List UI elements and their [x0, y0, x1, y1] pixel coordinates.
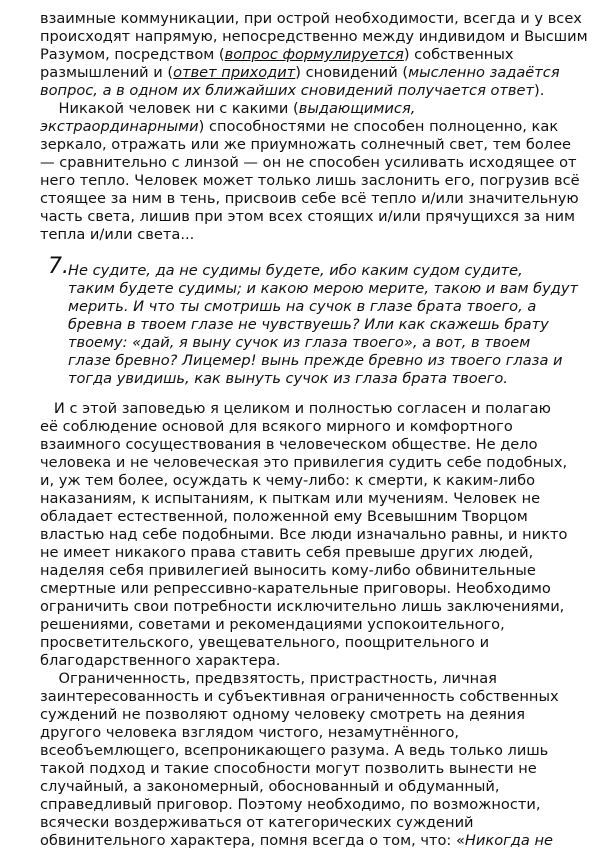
text-line: властью над себе подобными. Все люди изначально равны, и никто: [40, 526, 568, 543]
text-line: [40, 82, 544, 100]
verse-line: Не судите, да не судимы будете, ибо каким судом судите,: [68, 262, 523, 279]
text-run: ) собственных: [403, 46, 514, 63]
text-run: обвинительного характера, помня всегда о том, что: «: [40, 832, 465, 849]
text-line: наделяя себя привилегией выносить кому-либо обвинительные: [40, 562, 536, 579]
text-line: всячески воздерживаться от категорических суждений: [40, 814, 474, 831]
text-line: [40, 100, 415, 118]
text-line: случайный, а закономерный, обоснованный и обдуманный,: [40, 778, 500, 795]
text-line: него тепло. Человек может только лишь заслонить его, погрузив всё: [40, 172, 580, 189]
text-line: тепла и/или света...: [40, 226, 195, 243]
verse-line: мерить. И что ты смотришь на сучок в глазе брата твоего, а: [68, 298, 537, 315]
text-line: обладает естественной, положенной ему Всевышним Творцом: [40, 508, 528, 525]
text-run: ).: [534, 82, 545, 99]
text-line: часть света, лишив при этом всех стоящих и/или прячущихся за ним: [40, 208, 576, 225]
text-line: всеобъемлющего, всепроникающего разума. А ведь только лишь: [40, 742, 549, 759]
text-line: такой подход и такие способности могут позволить вынести не: [40, 760, 537, 777]
text-line: взаимные коммуникации, при острой необходимости, всегда и у всех: [40, 10, 582, 27]
text-run: ) сновидений (: [295, 64, 409, 81]
italic-phrase: Никогда не: [464, 832, 553, 849]
text-line: зеркало, отражать или же приумножать солнечный свет, тем более: [40, 136, 572, 153]
text-line: — сравнительно с линзой — он не способен усиливать исходящее от: [40, 154, 577, 171]
text-line: [40, 118, 558, 136]
verse-line: таким будете судимы; и какою мерою мерите, такою и вам будут: [68, 280, 578, 297]
text-line: решениями, советами и рекомендациями успокоительного,: [40, 616, 505, 633]
italic-phrase: экстраординарными: [40, 118, 199, 135]
text-line: Ограниченность, предвзятость, пристрастность, личная: [40, 670, 497, 687]
text-run: ) способностями не способен полноценно, как: [198, 118, 559, 135]
verse-line: глазе бревно? Лицемер! вынь прежде бревно из твоего глаза и: [68, 352, 563, 369]
italic-phrase: выдающимися,: [298, 100, 416, 117]
text-line: просветительского, увещевательного, поощрительного и: [40, 634, 490, 651]
text-line: [40, 832, 553, 850]
verse-line: тогда увидишь, как вынуть сучок из глаза брата твоего.: [68, 370, 508, 387]
text-line: справедливый приговор. Поэтому необходимо, по возможности,: [40, 796, 541, 813]
text-line: происходят напрямую, непосредственно между индивидом и Высшим: [40, 28, 588, 45]
text-line: другого человека взглядом чистого, незамутнённого,: [40, 724, 460, 741]
underlined-italic-phrase: ответ приходит: [173, 64, 296, 81]
text-line: [40, 46, 513, 64]
italic-phrase: мысленно задаётся: [408, 64, 560, 81]
text-line: благодарственного характера.: [40, 652, 281, 669]
italic-phrase: вопрос, а в одном их ближайших сновидений получается ответ: [40, 82, 535, 99]
text-line: не имеет никакого права ставить себя превыше других людей,: [40, 544, 534, 561]
text-run: Никакой человек ни с какими (: [40, 100, 299, 117]
text-line: стоящее за ним в тень, присвоив себе всё тепло и/или значительную: [40, 190, 579, 207]
text-line: И с этой заповедью я целиком и полностью согласен и полагаю: [40, 400, 551, 417]
text-line: и, уж тем более, осуждать к чему-либо: к смерти, к каким-либо: [40, 472, 536, 489]
text-line: ограничить свои потребности исключительно лишь заключениями,: [40, 598, 565, 615]
text-line: взаимного сосуществования в человеческом обществе. Не дело: [40, 436, 538, 453]
text-line: её соблюдение основой для всякого мирного и комфортного: [40, 418, 513, 435]
verse-number: 7.: [48, 254, 69, 279]
text-line: [40, 64, 560, 82]
text-line: человека и не человеческая это привилегия судить себе подобных,: [40, 454, 568, 471]
text-run: Разумом, посредством (: [40, 46, 225, 63]
underlined-italic-phrase: вопрос формулируется: [224, 46, 404, 63]
verse-line: твоему: «дай, я выну сучок из глаза твоего», а вот, в твоем: [68, 334, 531, 351]
text-line: заинтересованность и субъективная ограниченность собственных: [40, 688, 559, 705]
text-line: наказаниям, к испытаниям, к пыткам или мучениям. Человек не: [40, 490, 541, 507]
text-line: смертные или репрессивно-карательные приговоры. Необходимо: [40, 580, 551, 597]
text-line: суждений не позволяют одному человеку смотреть на деяния: [40, 706, 525, 723]
verse-line: бревна в твоем глазе не чувствуешь? Или как скажешь брату: [68, 316, 549, 333]
text-run: размышлений и (: [40, 64, 174, 81]
